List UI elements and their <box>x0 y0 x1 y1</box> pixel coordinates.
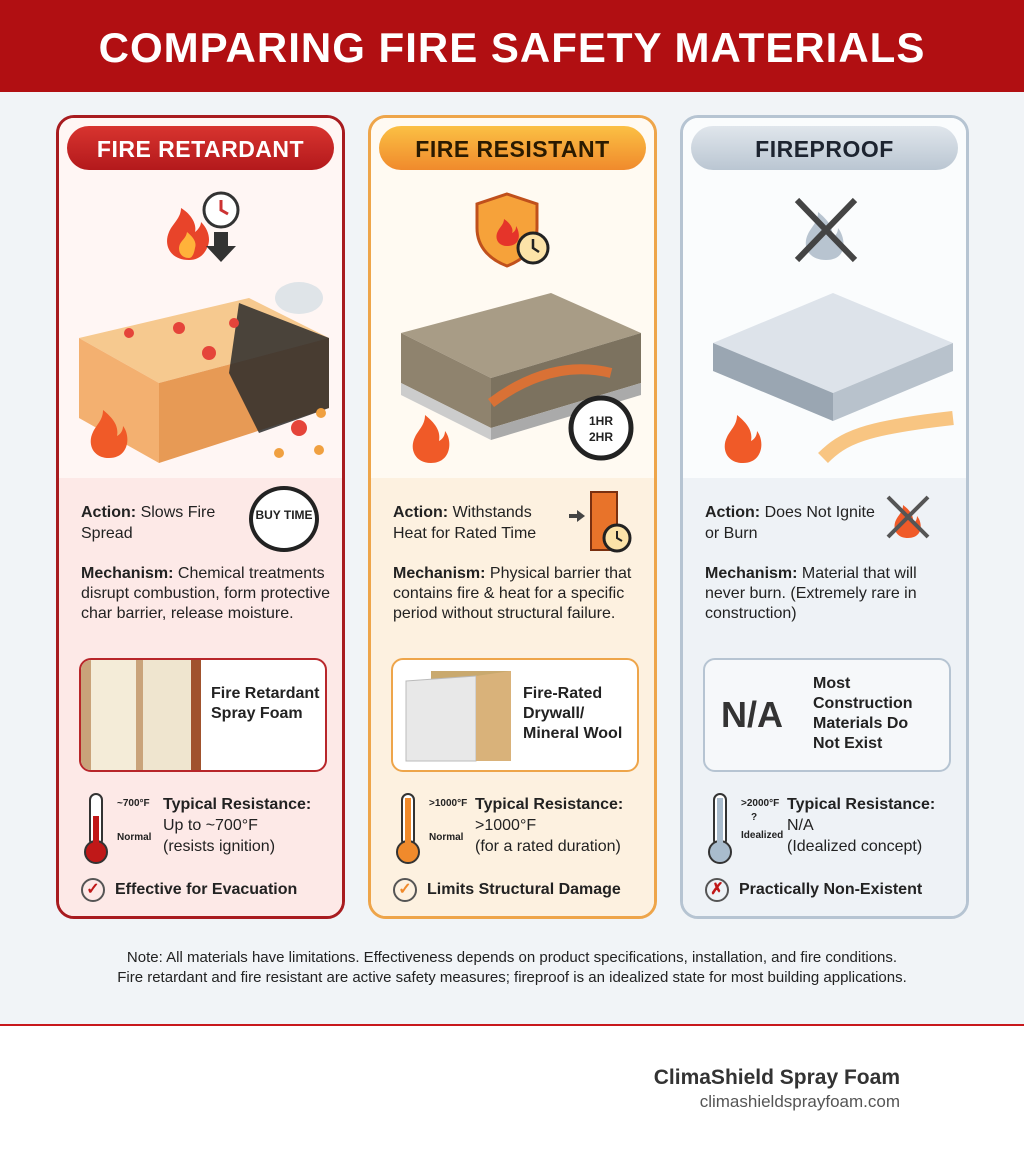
flame-clock-icon <box>159 190 249 270</box>
action-text: Action: Slows Fire Spread <box>81 504 216 542</box>
example-box <box>703 658 951 772</box>
example-box <box>79 658 327 772</box>
note: Note: All materials have limitations. Effectiveness depends on product specifications, installation, and fire conditions. Fire retardant and fire resistant are active safety measures; fireproof is an idealized state for most building applications. <box>117 949 907 986</box>
stopwatch-icon: BUY TIME <box>249 486 319 552</box>
na-label: N/A <box>721 694 783 735</box>
temp-high-label: ~700°F <box>117 798 150 809</box>
timer-label: 1HR <box>588 414 614 428</box>
divider <box>0 1024 1024 1026</box>
example-label: Most Construction Materials Do Not Exist <box>813 675 913 752</box>
mineral-wool-illustration <box>391 283 651 468</box>
brand <box>654 1066 900 1112</box>
mechanism-text: Mechanism: Physical barrier that contains fire & heat for a specific period without structural failure. <box>393 565 632 622</box>
thermometer-icon <box>703 792 737 866</box>
mechanism-text: Mechanism: Material that will never burn. (Extremely rare in construction) <box>705 565 917 622</box>
spray-foam-photo <box>81 660 201 772</box>
svg-text:2HR: 2HR <box>588 430 614 444</box>
card-fire-resistant <box>368 115 657 919</box>
example-box <box>391 658 639 772</box>
temp-high-label: >2000°F <box>741 798 780 809</box>
temp-low-label: Normal <box>429 832 464 843</box>
page-title: COMPARING FIRE SAFETY MATERIALS <box>0 0 1024 92</box>
spray-foam-char-illustration <box>69 278 339 468</box>
temp-mid-label: ? <box>751 812 758 823</box>
resistance-text: Typical Resistance: N/A (Idealized concept) <box>787 796 936 855</box>
card-fire-retardant <box>56 115 345 919</box>
action-text: Action: Withstands Heat for Rated Time <box>393 504 537 542</box>
thermometer-icon <box>391 792 425 866</box>
thermometer-icon <box>79 792 113 866</box>
example-label: Fire-Rated Drywall/ Mineral Wool <box>523 685 623 742</box>
check-icon: ✓ <box>393 878 417 902</box>
example-label: Fire Retardant Spray Foam <box>211 685 320 722</box>
shield-clock-icon <box>471 190 561 270</box>
temp-low-label: Normal <box>117 832 152 843</box>
temp-high-label: >1000°F <box>429 798 468 809</box>
footer-status: ✗ Practically Non-Existent <box>705 878 922 902</box>
check-icon: ✓ <box>81 878 105 902</box>
mechanism-text: Mechanism: Chemical treatments disrupt combustion, form protective char barrier, release moisture. <box>81 565 330 622</box>
brand-name: ClimaShield Spray Foam <box>653 1066 900 1089</box>
no-fire-icon <box>791 194 861 266</box>
temp-low-label: Idealized <box>741 830 784 841</box>
brand-url[interactable]: climashieldsprayfoam.com <box>699 1092 900 1111</box>
card-title: FIRE RESISTANT <box>379 126 646 170</box>
resistance-text: Typical Resistance: >1000°F (for a rated duration) <box>475 796 624 855</box>
x-icon: ✗ <box>705 878 729 902</box>
drywall-photo <box>401 666 516 766</box>
steel-plate-illustration <box>703 283 963 468</box>
action-text: Action: Does Not Ignite or Burn <box>705 504 875 542</box>
footer-status: ✓ Effective for Evacuation <box>81 878 297 902</box>
no-fire-icon <box>883 492 933 542</box>
card-title: FIRE RETARDANT <box>67 126 334 170</box>
card-fireproof <box>680 115 969 919</box>
card-title: FIREPROOF <box>691 126 958 170</box>
footer-status: ✓ Limits Structural Damage <box>393 878 621 902</box>
resistance-text: Typical Resistance: Up to ~700°F (resists ignition) <box>163 796 312 855</box>
brick-wall-clock-icon <box>567 486 637 556</box>
